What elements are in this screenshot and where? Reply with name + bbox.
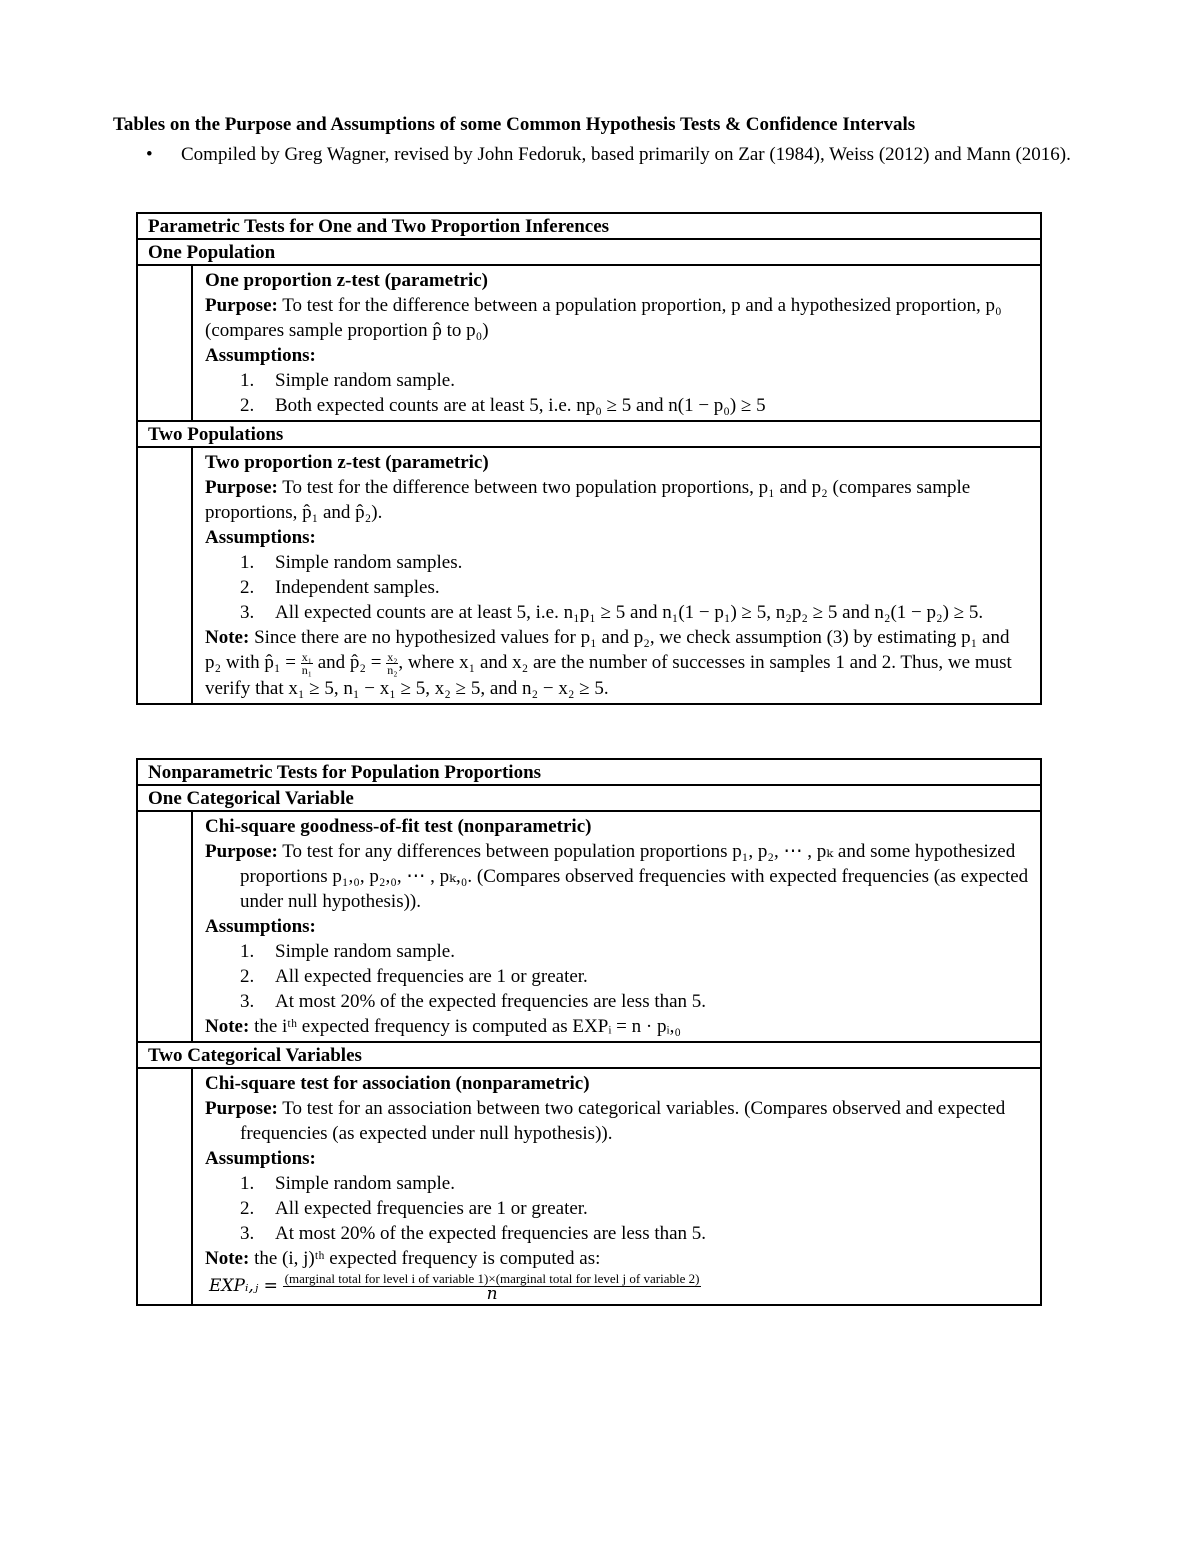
- assumptions-label: Assumptions:: [205, 527, 316, 548]
- assumption-item: [240, 1171, 1030, 1196]
- section-label: Two Populations: [137, 421, 1041, 447]
- test-cell: [192, 265, 1041, 421]
- note-text: , where x₁ and x₂ are the number of successes in samples 1 and 2. Thus, we must verify that x₁ ≥ 5, n₁ − x₁ ≥ 5, x₂ ≥ 5, and n₂ − x₂ ≥ 5.: [205, 652, 1012, 700]
- test-cell: [192, 811, 1041, 1042]
- table-header: Nonparametric Tests for Population Proportions: [137, 759, 1041, 785]
- purpose-text: To test for any differences between population proportions p₁, p₂, ⋯ , pₖ and some hypothesized proportions p₁,₀, p₂,₀, ⋯ , pₖ,₀. (Compares observed frequencies with expected frequencies (as expected under null hypothesis)).: [240, 841, 1029, 912]
- purpose-text: To test for an association between two categorical variables. (Compares observed and expected frequencies (as expected under null hypothesis)).: [240, 1098, 1006, 1144]
- note-label: Note:: [205, 1248, 250, 1269]
- formula: [205, 1271, 1030, 1302]
- note-text: and p̂₂ =: [317, 652, 382, 673]
- section-label: Two Categorical Variables: [137, 1042, 1041, 1068]
- note: [205, 1014, 1030, 1039]
- assumption-number: 3.: [240, 991, 255, 1012]
- assumption-text: Independent samples.: [275, 577, 440, 598]
- document-title: Tables on the Purpose and Assumptions of some Common Hypothesis Tests & Confidence Intervals: [113, 114, 916, 135]
- note-text: the (i, j)ᵗʰ expected frequency is computed as:: [254, 1248, 601, 1269]
- assumption-number: 1.: [240, 1173, 255, 1194]
- purpose: [205, 293, 1030, 343]
- assumption-text: All expected counts are at least 5, i.e. n₁p₁ ≥ 5 and n₁(1 − p₁) ≥ 5, n₂p₂ ≥ 5 and n₂(1 − p₂) ≥ 5.: [275, 602, 984, 623]
- fraction-x1-n1: [301, 651, 313, 676]
- assumptions-list: [205, 550, 1030, 625]
- purpose-text: To test for the difference between two population proportions, p₁ and p₂ (compares sample proportions, p̂₁ and p̂₂).: [205, 477, 971, 523]
- test-name: Chi-square goodness-of-fit test (nonparametric): [205, 816, 592, 837]
- assumption-text: Simple random samples.: [275, 552, 463, 573]
- note-text: Since there are no hypothesized values for p₁ and p₂, we check assumption (3) by estimating p₁ and p₂ with p̂₁ =: [205, 627, 1010, 673]
- assumptions-label: Assumptions:: [205, 916, 316, 937]
- assumption-item: [240, 989, 1030, 1014]
- section-label: One Population: [137, 239, 1041, 265]
- assumption-item: [240, 550, 1030, 575]
- fraction-numerator: x₂: [387, 650, 398, 665]
- purpose: [205, 839, 1030, 914]
- nonparametric-tests-table: [136, 758, 1042, 1306]
- assumption-item: [240, 1196, 1030, 1221]
- assumption-text: At most 20% of the expected frequencies are less than 5.: [275, 991, 707, 1012]
- assumptions-list: [205, 368, 1030, 418]
- purpose-label: Purpose:: [205, 477, 278, 498]
- assumption-number: 1.: [240, 552, 255, 573]
- formula-lhs: EXPᵢ,ⱼ =: [209, 1275, 278, 1296]
- assumption-text: Both expected counts are at least 5, i.e. np₀ ≥ 5 and n(1 − p₀) ≥ 5: [275, 395, 766, 416]
- assumption-number: 2.: [240, 577, 255, 598]
- assumption-text: All expected frequencies are 1 or greater.: [275, 966, 588, 987]
- note-label: Note:: [205, 1016, 250, 1037]
- assumption-number: 2.: [240, 395, 255, 416]
- test-name: Chi-square test for association (nonparametric): [205, 1073, 590, 1094]
- purpose: [205, 1096, 1030, 1146]
- assumption-item: [240, 939, 1030, 964]
- table-header: Parametric Tests for One and Two Proportion Inferences: [137, 213, 1041, 239]
- assumption-text: Simple random sample.: [275, 370, 455, 391]
- assumption-item: [240, 368, 1030, 393]
- note: [205, 625, 1030, 701]
- blank-cell: [137, 447, 192, 704]
- purpose-label: Purpose:: [205, 1098, 278, 1119]
- assumption-item: [240, 600, 1030, 625]
- formula-denominator: n: [486, 1284, 498, 1304]
- blank-cell: [137, 1068, 192, 1305]
- assumption-item: [240, 575, 1030, 600]
- assumptions-list: [205, 1171, 1030, 1246]
- formula-numerator: (marginal total for level i of variable 1)×(marginal total for level j of variable 2): [284, 1271, 700, 1286]
- purpose-text: To test for the difference between a population proportion, p and a hypothesized proportion, p₀ (compares sample proportion p̂ to p₀): [205, 295, 1002, 341]
- bullet-icon: •: [146, 144, 153, 165]
- test-cell: [192, 447, 1041, 704]
- intro-text: Compiled by Greg Wagner, revised by John Fedoruk, based primarily on Zar (1984), Weiss (2012) and Mann (2016).: [181, 144, 1071, 165]
- test-cell: [192, 1068, 1041, 1305]
- assumption-text: Simple random sample.: [275, 941, 455, 962]
- assumption-text: All expected frequencies are 1 or greater.: [275, 1198, 588, 1219]
- assumption-number: 3.: [240, 602, 255, 623]
- purpose: [205, 475, 1030, 525]
- assumptions-list: [205, 939, 1030, 1014]
- purpose-label: Purpose:: [205, 841, 278, 862]
- assumption-text: Simple random sample.: [275, 1173, 455, 1194]
- assumption-item: [240, 1221, 1030, 1246]
- assumption-number: 2.: [240, 966, 255, 987]
- note-label: Note:: [205, 627, 250, 648]
- note-text: the iᵗʰ expected frequency is computed as EXPᵢ = n · pᵢ,₀: [254, 1016, 681, 1037]
- assumption-item: [240, 393, 1030, 418]
- purpose-label: Purpose:: [205, 295, 278, 316]
- assumption-number: 1.: [240, 370, 255, 391]
- formula-fraction: [283, 1271, 702, 1302]
- assumption-text: At most 20% of the expected frequencies are less than 5.: [275, 1223, 707, 1244]
- parametric-tests-table: [136, 212, 1042, 705]
- test-name: Two proportion z-test (parametric): [205, 452, 489, 473]
- assumptions-label: Assumptions:: [205, 1148, 316, 1169]
- assumptions-label: Assumptions:: [205, 345, 316, 366]
- blank-cell: [137, 265, 192, 421]
- test-name: One proportion z-test (parametric): [205, 270, 488, 291]
- fraction-numerator: x₁: [301, 650, 312, 665]
- fraction-denominator: n₂: [387, 663, 398, 678]
- blank-cell: [137, 811, 192, 1042]
- assumption-number: 2.: [240, 1198, 255, 1219]
- assumption-item: [240, 964, 1030, 989]
- note: [205, 1246, 1030, 1271]
- fraction-denominator: n₁: [301, 663, 312, 678]
- section-label: One Categorical Variable: [137, 785, 1041, 811]
- assumption-number: 1.: [240, 941, 255, 962]
- assumption-number: 3.: [240, 1223, 255, 1244]
- intro-bullet: [146, 142, 1096, 167]
- fraction-x2-n2: [386, 651, 398, 676]
